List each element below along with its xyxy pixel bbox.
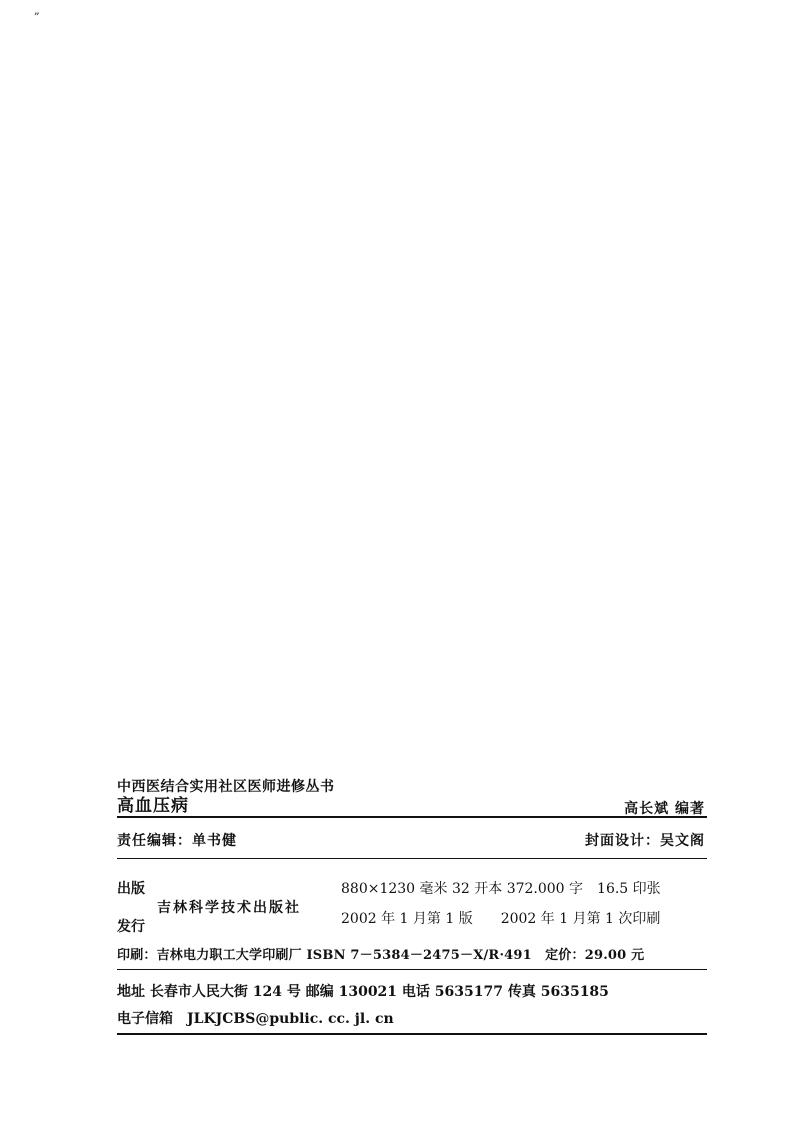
- editor-row: [117, 818, 707, 859]
- printer-isbn-price: 印刷：吉林电力职工大学印刷厂 ISBN 7－5384－2475－X/R·491 定价：29.00 元: [117, 948, 645, 963]
- publish-label: 出版: [117, 881, 145, 897]
- publication-block: [117, 859, 707, 970]
- edition-info: 2002 年 1 月第 1 版 2002 年 1 月第 1 次印刷: [341, 911, 661, 927]
- author: 高长斌 编著: [624, 801, 705, 817]
- title-row: [117, 796, 707, 818]
- book-title: 高血压病: [117, 796, 189, 816]
- format-spec: 880×1230 毫米 32 开本 372.000 字 16.5 印张: [341, 881, 661, 897]
- address-line: 地址 长春市人民大街 124 号 邮编 130021 电话 5635177 传真 5635185: [117, 984, 609, 1000]
- series-name: 中西医结合实用社区医师进修丛书: [117, 779, 335, 795]
- distribute-label: 发行: [117, 919, 145, 935]
- responsible-editor: 责任编辑：单书健: [117, 833, 237, 849]
- contact-block: [117, 970, 707, 1035]
- publisher-name: 吉林科学技术出版社: [157, 900, 301, 916]
- colophon: [117, 778, 707, 1035]
- cover-design: 封面设计：吴文阁: [585, 833, 705, 849]
- corner-mark: „: [34, 4, 40, 17]
- email-line: 电子信箱 JLKJCBS@public. cc. jl. cn: [117, 1011, 394, 1027]
